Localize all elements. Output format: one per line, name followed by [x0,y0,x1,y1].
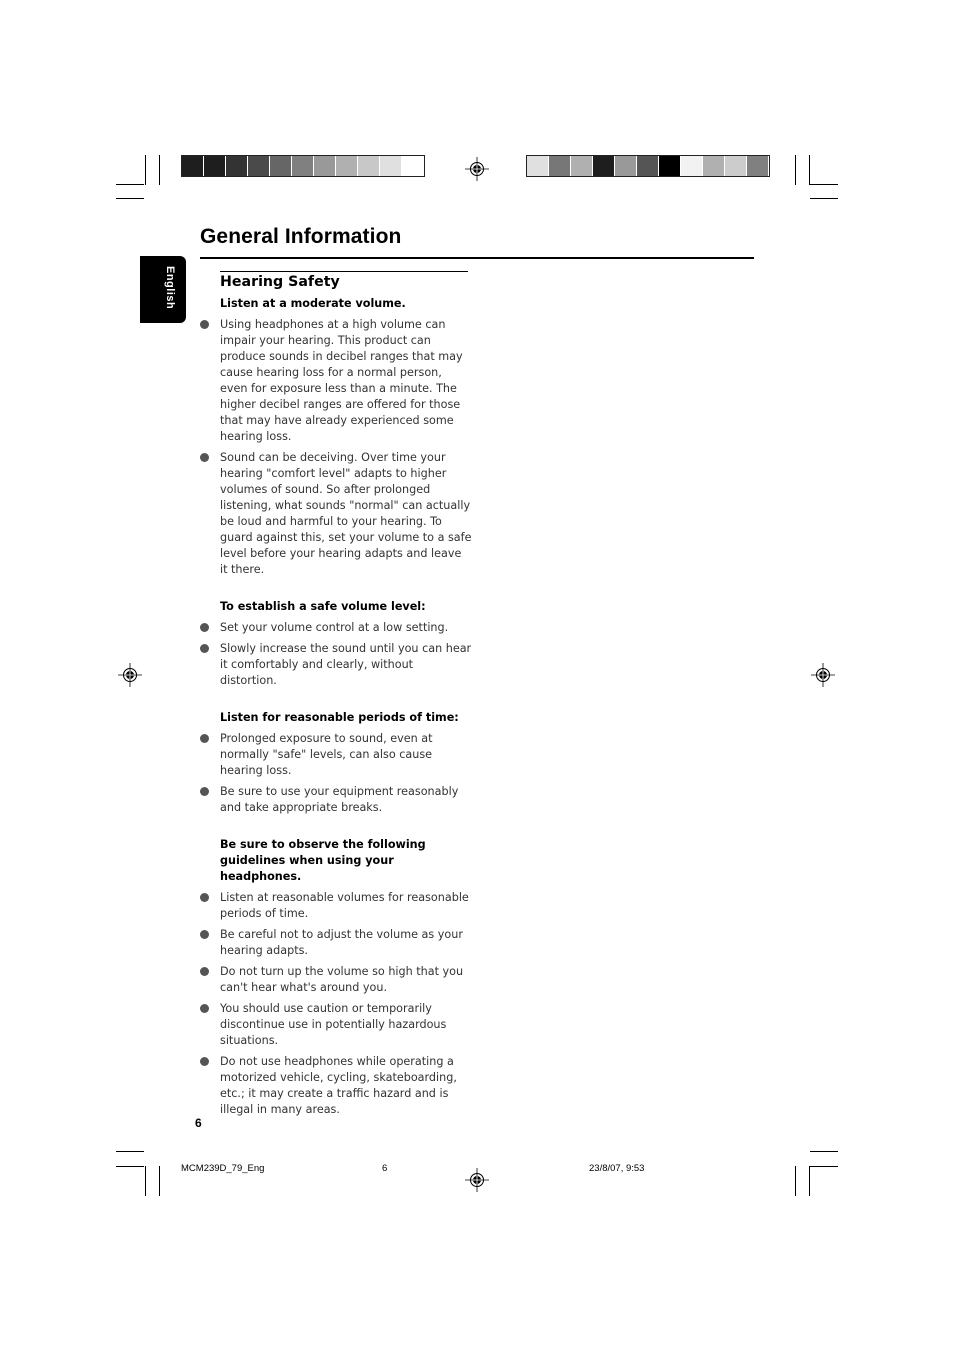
crop-mark [159,155,160,185]
language-tab-label: English [164,266,176,310]
list-item-text: Prolonged exposure to sound, even at normally "safe" levels, can also cause hearing loss. [220,732,433,777]
bullet-list [200,731,472,816]
bullet-icon [200,967,209,976]
color-swatch [226,156,248,176]
bullet-list [200,890,472,1118]
color-swatch-bar-left [181,155,425,177]
list-item [200,784,472,816]
bullet-list [200,620,472,689]
color-swatch [270,156,292,176]
color-swatch [314,156,336,176]
group-heading: Listen at a moderate volume. [220,297,406,310]
hearing-safety-section [200,272,472,1123]
color-swatch [527,156,549,176]
bullet-icon [200,787,209,796]
list-item-text: Listen at reasonable volumes for reasonable periods of time. [220,891,469,920]
guideline-groups [200,296,472,1118]
color-swatch [182,156,204,176]
bullet-icon [200,623,209,632]
list-item-text: Be careful not to adjust the volume as your hearing adapts. [220,928,463,957]
crop-mark [116,198,144,199]
list-item-text: Do not use headphones while operating a motorized vehicle, cycling, skateboarding, etc.; it may create a traffic hazard and is illegal in many areas. [220,1055,457,1116]
group-heading: Be sure to observe the following guidelines when using your headphones. [220,838,426,883]
crop-mark [810,1166,838,1167]
crop-mark [116,1151,144,1152]
list-item [200,620,472,636]
crop-mark [810,1151,838,1152]
registration-mark-icon [811,663,835,687]
list-item-text: Set your volume control at a low setting. [220,621,449,634]
list-item [200,927,472,959]
group-heading: To establish a safe volume level: [220,600,426,613]
bullet-icon [200,453,209,462]
color-swatch [747,156,769,176]
language-tab [140,256,186,323]
list-item [200,890,472,922]
list-item [200,641,472,689]
registration-mark-icon [465,1168,489,1192]
color-swatch [248,156,270,176]
color-swatch [336,156,358,176]
crop-mark [810,184,838,185]
crop-mark [809,155,810,185]
crop-mark [145,1166,146,1196]
list-item [200,964,472,996]
crop-mark [809,1166,810,1196]
list-item [200,450,472,578]
list-item [200,317,472,445]
bullet-icon [200,893,209,902]
color-swatch [402,156,424,176]
registration-mark-icon [118,663,142,687]
bullet-list [200,317,472,578]
page-title: General Information [200,225,402,248]
list-item [200,1054,472,1118]
bullet-icon [200,1057,209,1066]
list-item-text: Sound can be deceiving. Over time your hearing "comfort level" adapts to higher volumes of sound. So after prolonged listening, what sounds "normal" can actually be loud and harmful to your hearing. To guard against this, set your volume to a safe level before your hearing adapts and leave it there. [220,451,472,576]
color-swatch [681,156,703,176]
color-swatch-bar-right [526,155,770,177]
color-swatch [703,156,725,176]
list-item-text: Do not turn up the volume so high that you can't hear what's around you. [220,965,464,994]
color-swatch [204,156,226,176]
crop-mark [145,155,146,185]
bullet-icon [200,320,209,329]
footer-date: 23/8/07, 9:53 [589,1163,645,1174]
crop-mark [795,1166,796,1196]
list-item-text: Be sure to use your equipment reasonably and take appropriate breaks. [220,785,459,814]
crop-mark [810,198,838,199]
list-item-text: Slowly increase the sound until you can hear it comfortably and clearly, without distortion. [220,642,472,687]
crop-mark [795,155,796,185]
color-swatch [549,156,571,176]
footer-file-name: MCM239D_79_Eng [181,1163,265,1174]
group-heading: Listen for reasonable periods of time: [220,711,459,724]
color-swatch [292,156,314,176]
bullet-icon [200,644,209,653]
registration-mark-icon [465,157,489,181]
bullet-icon [200,734,209,743]
color-swatch [571,156,593,176]
group-spacer [200,694,472,710]
color-swatch [380,156,402,176]
section-heading: Hearing Safety [220,274,340,290]
color-swatch [637,156,659,176]
color-swatch [725,156,747,176]
group-spacer [200,583,472,599]
list-item-text: Using headphones at a high volume can impair your hearing. This product can produce sounds in decibel ranges that may cause hearing loss for a normal person, even for exposure less than a minute. The higher decibel ranges are offered for those that may have already experienced some hearing loss. [220,318,463,443]
list-item [200,1001,472,1049]
title-divider [200,257,754,259]
bullet-icon [200,1004,209,1013]
color-swatch [593,156,615,176]
crop-mark [116,184,144,185]
bullet-icon [200,930,209,939]
group-spacer [200,821,472,837]
crop-mark [116,1166,144,1167]
color-swatch [358,156,380,176]
footer-page: 6 [382,1163,388,1174]
list-item [200,731,472,779]
color-swatch [615,156,637,176]
crop-mark [159,1166,160,1196]
list-item-text: You should use caution or temporarily discontinue use in potentially hazardous situations. [220,1002,447,1047]
page-number: 6 [195,1116,202,1130]
color-swatch [659,156,681,176]
